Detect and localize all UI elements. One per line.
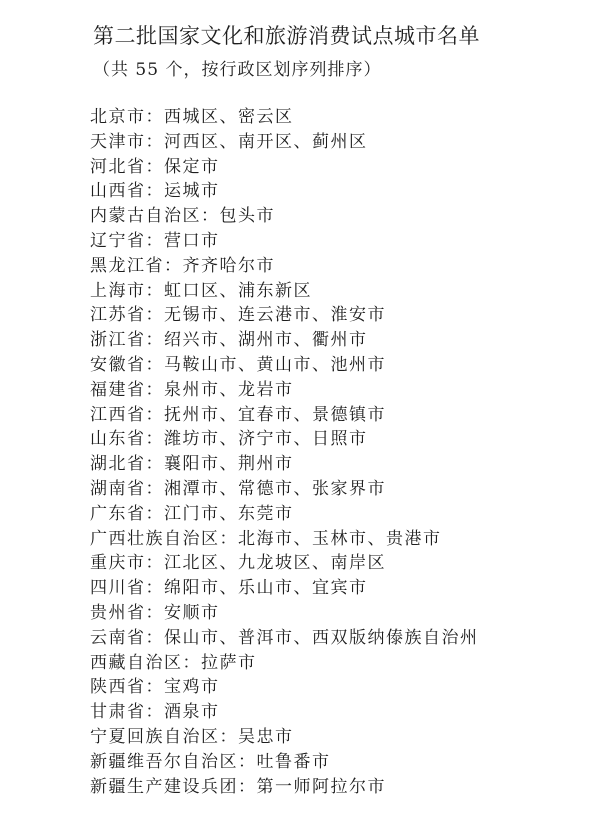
list-item: 内蒙古自治区：包头市 — [90, 206, 275, 227]
list-item: 新疆生产建设兵团：第一师阿拉尔市 — [90, 776, 386, 797]
list-item: 江苏省：无锡市、连云港市、淮安市 — [90, 305, 386, 326]
list-item: 河北省：保定市 — [90, 156, 220, 177]
list-item: 湖北省：襄阳市、荆州市 — [90, 454, 294, 475]
list-item: 安徽省：马鞍山市、黄山市、池州市 — [90, 354, 386, 375]
list-item: 山东省：潍坊市、济宁市、日照市 — [90, 429, 368, 450]
list-item: 新疆维吾尔自治区：吐鲁番市 — [90, 751, 331, 772]
list-item: 山西省：运城市 — [90, 181, 220, 202]
list-item: 宁夏回族自治区：吴忠市 — [90, 726, 294, 747]
list-item: 辽宁省：营口市 — [90, 230, 220, 251]
list-item: 江西省：抚州市、宜春市、景德镇市 — [90, 404, 386, 425]
list-item: 云南省：保山市、普洱市、西双版纳傣族自治州 — [90, 627, 479, 648]
list-item: 湖南省：湘潭市、常德市、张家界市 — [90, 478, 386, 499]
list-item: 天津市：河西区、南开区、蓟州区 — [90, 131, 368, 152]
list-item: 福建省：泉州市、龙岩市 — [90, 379, 294, 400]
list-item: 西藏自治区：拉萨市 — [90, 652, 257, 673]
list-item: 甘肃省：酒泉市 — [90, 702, 220, 723]
document-title: 第二批国家文化和旅游消费试点城市名单 — [93, 24, 480, 48]
list-item: 广西壮族自治区：北海市、玉林市、贵港市 — [90, 528, 442, 549]
list-item: 贵州省：安顺市 — [90, 602, 220, 623]
city-list — [90, 105, 479, 799]
list-item: 重庆市：江北区、九龙坡区、南岸区 — [90, 553, 386, 574]
list-item: 四川省：绵阳市、乐山市、宜宾市 — [90, 578, 368, 599]
list-item: 广东省：江门市、东莞市 — [90, 503, 294, 524]
list-item: 黑龙江省：齐齐哈尔市 — [90, 255, 275, 276]
list-item: 北京市：西城区、密云区 — [90, 107, 294, 127]
list-item: 上海市：虹口区、浦东新区 — [90, 280, 312, 301]
list-item: 浙江省：绍兴市、湖州市、衢州市 — [90, 330, 368, 351]
list-item: 陕西省：宝鸡市 — [90, 677, 220, 698]
document-subtitle: （共 55 个，按行政区划序列排序） — [93, 60, 382, 80]
